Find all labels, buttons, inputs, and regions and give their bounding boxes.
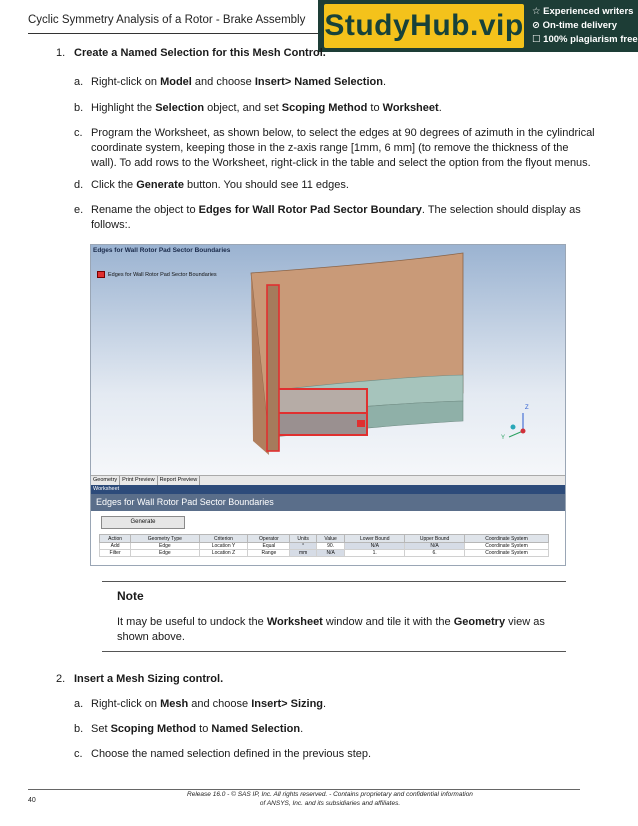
col-criterion: Criterion [199, 535, 248, 543]
step-2-title: Insert a Mesh Sizing control. [74, 673, 224, 685]
legend-label: Edges for Wall Rotor Pad Sector Boundaries [108, 271, 217, 278]
step-2c-label: c. [74, 748, 83, 760]
table-cell[interactable]: 1. [345, 550, 405, 557]
step-2-number: 2. [56, 673, 66, 685]
note-text: It may be useful to undock the Worksheet window and tile it with the Geometry view as shown above. [117, 616, 545, 643]
watermark-banner [318, 0, 638, 52]
watermark-item: ☐ 100% plagiarism free [532, 34, 638, 45]
note-top-rule [102, 581, 566, 582]
table-cell[interactable]: mm [290, 550, 317, 557]
step-1c-label: c. [74, 127, 83, 139]
table-cell[interactable]: Edge [131, 543, 199, 550]
rotor-model-drawing [91, 245, 565, 475]
table-row[interactable] [100, 550, 549, 557]
table-cell[interactable]: Coordinate System [465, 550, 549, 557]
step-1a-text: Right-click on Model and choose Insert> Named Selection. [91, 76, 386, 88]
watermark-item: ⊘ On-time delivery [532, 20, 618, 31]
table-cell[interactable]: Filter [100, 550, 131, 557]
worksheet-table [99, 534, 549, 557]
step-1e-text: Rename the object to Edges for Wall Rotor Pad Sector Boundary. The selection should display as follows:. [91, 204, 581, 231]
table-cell[interactable]: Add [100, 543, 131, 550]
col-value: Value [316, 535, 344, 543]
step-1d-label: d. [74, 179, 84, 191]
geometry-viewport[interactable] [91, 245, 565, 475]
step-2b-text: Set Scoping Method to Named Selection. [91, 723, 304, 735]
table-cell[interactable]: N/A [316, 550, 344, 557]
table-cell[interactable]: Location Y [199, 543, 248, 550]
step-1c-text: Program the Worksheet, as shown below, to select the edges at 90 degrees of azimuth in the cylindrical coordinate system, keeping those in the z-axis range [1mm, 6 mm] (to remove the thickness of the wall). To add rows to the Worksheet, right-click in the table and select the option from the flyout menus. [91, 127, 595, 169]
table-cell[interactable]: Coordinate System [465, 543, 549, 550]
table-cell[interactable]: N/A [345, 543, 405, 550]
col-lower-bound: Lower Bound [345, 535, 405, 543]
col-upper-bound: Upper Bound [405, 535, 465, 543]
table-cell[interactable]: ° [290, 543, 317, 550]
tab-print-preview[interactable]: Print Preview [120, 476, 157, 485]
generate-button[interactable]: Generate [101, 516, 185, 529]
table-cell[interactable]: 6. [405, 550, 465, 557]
step-2a-text: Right-click on Mesh and choose Insert> Sizing. [91, 698, 327, 710]
step-1e-label: e. [74, 204, 84, 216]
axis-y-label: Y [501, 435, 506, 441]
step-1-number: 1. [56, 47, 66, 59]
watermark-features [532, 5, 638, 47]
note-heading: Note [117, 589, 144, 603]
tab-geometry[interactable]: Geometry [91, 476, 120, 485]
step-2c-text: Choose the named selection defined in the previous step. [91, 748, 372, 760]
running-header: Cyclic Symmetry Analysis of a Rotor - Brake Assembly [28, 14, 306, 26]
header-rule [28, 33, 318, 34]
step-1-title: Create a Named Selection for this Mesh Control. [74, 47, 326, 59]
col-action: Action [100, 535, 131, 543]
footer-line-1: Release 16.0 - © SAS IP, Inc. All rights reserved. - Contains proprietary and confidential information [187, 791, 473, 798]
col-geometry-type: Geometry Type [131, 535, 199, 543]
note-bottom-rule [102, 651, 566, 652]
view-tabs [91, 475, 565, 485]
worksheet-title: Edges for Wall Rotor Pad Sector Boundaries [91, 494, 565, 511]
table-cell[interactable]: 90. [316, 543, 344, 550]
step-2a-label: a. [74, 698, 84, 710]
worksheet-bar: Worksheet [91, 485, 565, 494]
step-1b-label: b. [74, 102, 84, 114]
ansys-screenshot [90, 244, 566, 566]
coordinate-triad [509, 413, 526, 437]
watermark-item: ☆ Experienced writers [532, 6, 634, 17]
table-cell[interactable]: Location Z [199, 550, 248, 557]
step-1d-text: Click the Generate button. You should see 11 edges. [91, 179, 349, 191]
tab-report-preview[interactable]: Report Preview [158, 476, 201, 485]
axis-z-label: Z [525, 405, 529, 411]
step-2b-label: b. [74, 723, 84, 735]
table-cell[interactable]: Equal [248, 543, 290, 550]
step-1b-text: Highlight the Selection object, and set Scoping Method to Worksheet. [91, 102, 442, 114]
page-number: 40 [28, 797, 36, 804]
watermark-logo: StudyHub.vip [324, 4, 524, 48]
footer-copyright [130, 790, 530, 808]
table-cell[interactable]: Edge [131, 550, 199, 557]
viewport-title: Edges for Wall Rotor Pad Sector Boundaries [93, 247, 231, 254]
col-coordinate-system: Coordinate System [465, 535, 549, 543]
col-units: Units [290, 535, 317, 543]
footer-line-2: of ANSYS, Inc. and its subsidiaries and affiliates. [259, 800, 401, 807]
col-operator: Operator [248, 535, 290, 543]
table-cell[interactable]: N/A [405, 543, 465, 550]
step-1a-label: a. [74, 76, 84, 88]
table-row[interactable] [100, 543, 549, 550]
table-cell[interactable]: Range [248, 550, 290, 557]
table-header-row [100, 535, 549, 543]
